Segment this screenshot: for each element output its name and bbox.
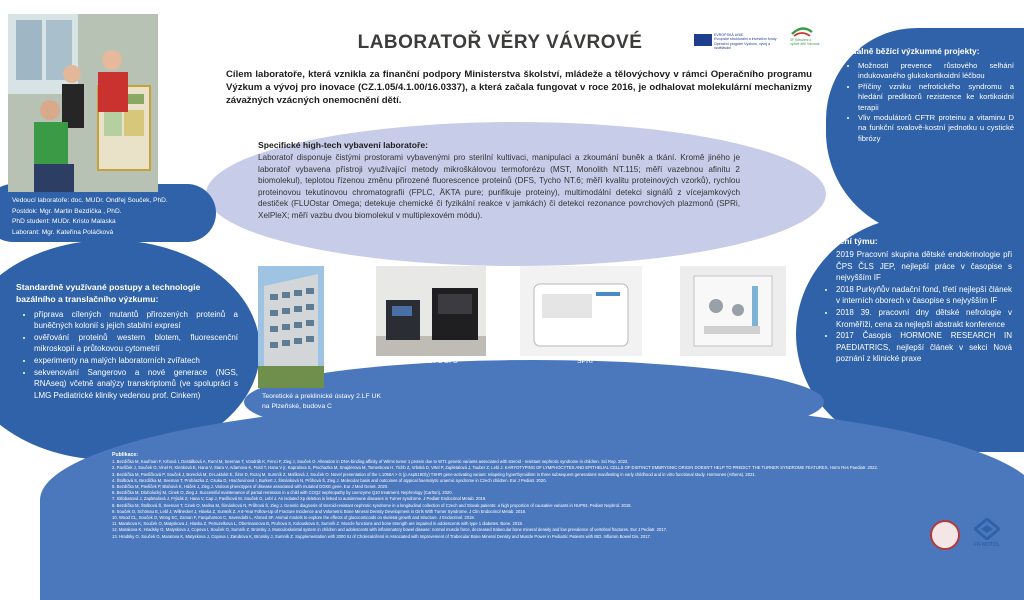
fplc-photo [680, 266, 786, 356]
spri-photo [520, 266, 642, 356]
publications-title: Publikace: [112, 452, 138, 458]
publication-item: 3. Bezdíčka M, Pavlíčková P, Souček J, Borecká M, Di-Laktokit E, Šimr D, Rozaj M, Sumník Z, Malíková J, Souček O. Novel presentation of the c.1058A > G (p.Asp519Gly) TSHR gene-activating variant: relapsing hyperthyroidism in three subsequent generations manifesting in early childhood and in vitro functional study. Hormones (Athens). 2021. [112, 471, 756, 477]
fplc-caption: FPLC [726, 358, 744, 365]
team-member: Laborant: Mgr. Kateřina Poláčková [12, 228, 114, 236]
method-item: • příprava cílených mutantů přirozených proteinů a buněčných kolonií s jejich stabilní expresí [34, 309, 238, 332]
publication-item: 9. Souček O, Schönau E, Lebl J, Willnecker J, Hlavka Z, Sumník Z. A 6-Year Follow-Up of Fracture Incidence and Volumetric Bone Mineral Density Development in Girls With Turner Syndrome. J Clin Endocrinol Metab. 2018. [112, 508, 527, 514]
publication-item: 13. Hradsky O, Souček O, Maratova K, Matyskova J, Copova I, Zarubova K, Bronsky J, Sumník Z. Supplementation with 2000 IU of Cholecalciferol is Associated with Improvement of Trabecular Bone Mineral Density and Muscle Power in Pediatric Patients with IBD. Inflamm Bowel Dis. 2017. [112, 533, 652, 539]
awards-section [812, 236, 1012, 365]
projects-section [838, 46, 1014, 144]
publications-section [112, 452, 892, 540]
publication-item: 7. Sklobasová J, Zapletalová J, Frýsák Z, Hana V, Cap J, Pavlíková M, Souček O, Lebl J. An isolated Xp deletion is linked to autoimmune diseases in Turner syndrome. J Pediatr Endocrinol Metab. 2019. [112, 496, 487, 502]
team-member: PhD student: MUDr. Kristo Malaska [12, 218, 116, 225]
method-item: • experimenty na malých laboratorních zvířatech [34, 355, 238, 367]
fn-motol-logo-text: FN MOTOL [973, 542, 1000, 548]
building-caption: Teoretické a preklinické ústavy 2.LF UK na Plzeňské, budova C [262, 393, 381, 410]
publication-item: 11. Marakova K, Souček O, Matyskova J, Hlavka Z, Petruzelkova L, Obermannova B, Pruhova S, Kolouskova S, Sumník Z. Muscle functions and bone strength are impaired in adolescents with type 1 diabetes. Bone. 2018. [112, 521, 523, 527]
team-list [12, 196, 197, 238]
awards-title: Ocenění týmu: [818, 236, 878, 246]
intro-text: Cílem laboratoře, která vznikla za finanční podpory Ministerstva školství, mládeže a tělovýchovy v rámci Operačního programu Výzkum a vývoj pro inovace (CZ.1.05/4.1.00/16.0337), a která začala fungovat v roce 2016, je odhalovat molekulární mechanizmy závažných vzácných onemocnění dětí. [226, 69, 812, 106]
publication-item: 1. Bezdíčka M, Kaufman F, Krbová I, Dostálková A, Ruml M, Seeman T, Vondrák K, Fenci F, Zieg J, Souček O. Alteration in DNA-binding affinity of Wilms tumor 1 protein due to WT1 genetic variants associated with steroid - resistant nephrotic syndrome in children. Sci Rep. 2022. [112, 459, 629, 465]
publication-item: 4. Štolbová S, Bezdíčka M, Seeman T, Prohászka Z, Csuka D, Hrachovinová I, Burkert J, Šimánková N, Průhová Š, Zieg J. Molecular basis and outcomes of atypical haemolytic uraemic syndrome in Czech children. Eur J Pediatr. 2020. [112, 477, 547, 483]
methods-title: Standardně využívané postupy a technologie bazálního a translačního výzkumu: [16, 282, 201, 304]
project-item: • Vliv modulátorů CFTR proteinu a vitaminu D na funkční svalově-kostní jednotku u cystické fibrózy [858, 113, 1014, 144]
mst-photo [376, 266, 486, 356]
method-item: • ověřování proteinů western blotem, fluorescenční mikroskopií a průtokovou cytometrií [34, 332, 238, 355]
building-photo [258, 266, 324, 388]
eu-logo-text: EVROPSKÁ UNIE Evropské strukturální a investiční fondy Operační program Výzkum, vývoj a vzdělávání [714, 33, 777, 51]
publication-item: 6. Bezdíčka M, Dluholucký M, Cinek O, Zieg J. Successful maintenance of partial remission in a child with COQ2 nephropathy by coenzyme Q10 treatment. Nephrology (Carlton). 2020. [112, 490, 453, 496]
award-item: • 2018 Purkyňův nadační fond, třetí nejlepší článek v interních oborech v časopise s nejvyšším IF [836, 284, 1012, 307]
team-photo [8, 14, 158, 192]
partner-logo-text: 3F Sdružení o výživě dětí Vávrová [790, 38, 820, 46]
fn-motol-logo-icon [974, 518, 1000, 540]
publication-item: 2. Pavlíček J, Souček O, Vinel R, Klenková E, Hana V, Stara V, Adamova K, Füsti T, Hana V jr, Kapralova S, Prochazka M, Snajderova M, Tomenkova H, Tichb Z, Vrbská D, Vrtel P, Zapletalová J, Tauber Z, Lebl J. KARYOTYPING OF LYMPHOCYTES AND EPITHELIAL CELLS OF DISTINCT EMBRYONIC ORIGIN DOESN'T HELP TO PREDICT THE TURNER SYNDROME FEATURES. Horm Res Paediatr. 2022. [112, 465, 878, 471]
publication-item: 10. Wood CL, Souček O, Wong SC, Zaman F, Farquharson C, Savendahl L, Ahmed SF. Animal models to explore the effects of glucocorticoids on skeletal growth and structure. J Endocrinol. 2018. [112, 515, 475, 521]
award-item: • 2018 39. pracovní dny dětské nefrologie v Kroměříži, cena za nejlepší abstrakt konference [836, 307, 1012, 330]
project-item: • Možnosti prevence růstového selhání indukovaného glukokortikoidní léčbou [858, 61, 1014, 82]
partner-logo-icon [790, 24, 814, 38]
publication-item: 12. Marakova K, Hradsky O, Matyskova J, Copova I, Souček O, Sumník Z, Bronsky J. Musculoskeletal system in children and adolescents with inflammatory bowel disease: normal muscle force, decreased trabecular bone mineral density and low prevalence of vertebral fractures. Eur J Pediatr. 2017. [112, 527, 668, 533]
methods-section [16, 282, 238, 401]
publication-item: 5. Bezdíčka M, Pavlíček P, Blahová K, Háček J, Zieg J. Various phenotypes of disease associated with mutated DGKE gene. Eur J Med Genet. 2020. [112, 484, 389, 490]
publication-item: 8. Bezdíčka M, Štolbová Š, Seeman T, Cinek O, Malina M, Šimánková N, Průhová Š, Zieg J. Genetic diagnosis of steroid-resistant nephrotic syndrome in a longitudinal collection of Czech and Slovak patients: a high proportion of causative variants in NUP93. Pediatr Nephrol. 2018. [112, 502, 632, 508]
page-title: LABORATOŘ VĚRY VÁVROVÉ [357, 32, 643, 53]
method-item: • sekvenování Sangerovo a nové generace (NGS, RNAseq) včetně analýzy transkriptomů (ve spolupráci s LMG Pediatrické kliniky vedenou prof. Cinkem) [34, 367, 238, 402]
team-member: Vedoucí laboratoře: doc. MUDr. Ondřej Souček, PhD. [12, 197, 168, 204]
projects-title: Aktuálně běžící výzkumné projekty: [838, 46, 980, 56]
spri-caption: SPRI [577, 358, 593, 365]
project-item: • Příčiny vzniku nefrotického syndromu a hledání prediktorů rezistence ke kortikoidní terapii [858, 82, 1014, 113]
award-item: • 2019 Pracovní skupina dětské endokrinologie při ČPS ČLS JEP, nejlepší práce v časopise s nejvyšším IF [836, 249, 1012, 284]
award-item: • 2017 Časopis HORMONE RESEARCH IN PAEDIATRICS, nejlepší článek v sekci Nová poznání z klinické praxe [836, 330, 1012, 365]
specific-title: Specifické high-tech vybavení laboratoře: [258, 140, 429, 150]
team-member: Postdok: Mgr. Martin Bezdíčka , PhD. [12, 207, 122, 215]
university-seal-icon [930, 520, 960, 550]
mst-caption: MST a DFS [422, 358, 458, 365]
specific-body: Laboratoř disponuje čistými prostorami vybavenými pro sterilní kultivaci, manipulaci a zkoumání buněk a tkání. Kromě jiného je laboratoř vybavena přístroji využívající metody mikroškálovou termoforézu (MST, Monolith NT.115; měří vazebnou afinitu 2 biomolekul), teplotou řízenou změnu přirozené fluorescence proteinů (DFS, Tycho NT.6; měří kvalitu proteinových vzorků), rychlou proteinovou tekutinovou chromatografii (FPLC, ÄKTA pure; purifikuje proteiny), multimodální detekci signálů z vícejamkových destiček (FLUOstar Omega; detekuje chemické či fyzikální reakce v jamkách) či detekci rezonance povrchových plazmonů (SPRi, XelPleX; měří vazbu dvou biomolekul v multiplexovém módu). [258, 153, 740, 220]
